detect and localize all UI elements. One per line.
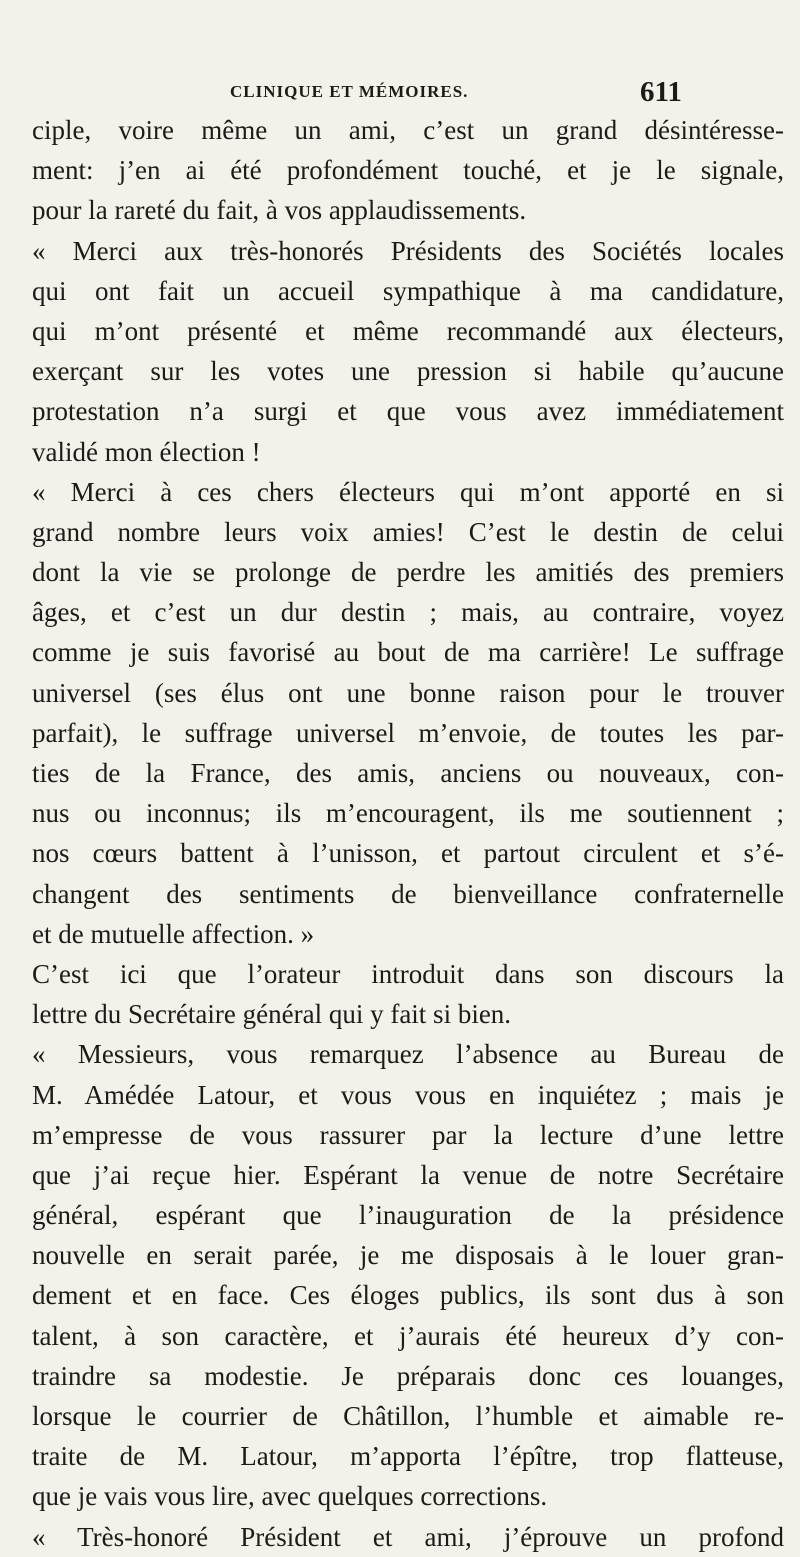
text-line: nus ou inconnus; ils m’encouragent, ils me soutiennent ;	[32, 798, 784, 829]
text-line: général, espérant que l’inauguration de la présidence	[32, 1200, 784, 1231]
text-line: nos cœurs battent à l’unisson, et partout circulent et s’é-	[32, 838, 784, 869]
running-title: CLINIQUE ET MÉMOIRES.	[230, 82, 469, 101]
text-line: validé mon élection !	[32, 436, 261, 467]
text-line: ciple, voire même un ami, c’est un grand désintéresse-	[32, 115, 784, 145]
page-number: 611	[640, 76, 682, 108]
text-line: traindre sa modestie. Je préparais donc ces louanges,	[32, 1360, 784, 1391]
text-line: « Très-honoré Président et ami, j’éprouve un profond	[32, 1521, 784, 1552]
text-line: lorsque le courrier de Châtillon, l’humble et aimable re-	[32, 1401, 784, 1431]
text-line: C’est ici que l’orateur introduit dans son discours la	[32, 958, 784, 989]
text-line: qui m’ont présenté et même recommandé aux électeurs,	[32, 315, 784, 346]
text-line: universel (ses élus ont une bonne raison pour le trouver	[32, 677, 784, 708]
running-header	[0, 78, 800, 106]
text-line: exerçant sur les votes une pression si habile qu’aucune	[32, 356, 784, 387]
text-line: que j’ai reçue hier. Espérant la venue de notre Secrétaire	[32, 1159, 784, 1190]
text-line: que je vais vous lire, avec quelques corrections.	[32, 1481, 548, 1512]
text-line: et de mutuelle affection. »	[32, 918, 315, 949]
text-line: protestation n’a surgi et que vous avez immédiatement	[32, 396, 784, 427]
body-text	[32, 110, 784, 1557]
text-line: M. Amédée Latour, et vous vous en inquiétez ; mais je	[32, 1079, 784, 1110]
text-line: m’empresse de vous rassurer par la lecture d’une lettre	[32, 1119, 784, 1150]
text-line: dont la vie se prolonge de perdre les amitiés des premiers	[32, 557, 784, 588]
text-line: grand nombre leurs voix amies! C’est le destin de celui	[32, 516, 784, 547]
text-line: changent des sentiments de bienveillance confraternelle	[32, 878, 784, 909]
text-line: talent, à son caractère, et j’aurais été heureux d’y con-	[32, 1320, 784, 1351]
text-line: « Merci aux très-honorés Présidents des Sociétés locales	[32, 235, 784, 266]
text-line: dement et en face. Ces éloges publics, ils sont dus à son	[32, 1280, 784, 1311]
text-line: « Merci à ces chers électeurs qui m’ont apporté en si	[32, 476, 784, 507]
text-line: ties de la France, des amis, anciens ou nouveaux, con-	[32, 758, 784, 788]
text-line: traite de M. Latour, m’apporta l’épître, trop flatteuse,	[32, 1441, 784, 1472]
text-line: parfait), le suffrage universel m’envoie, de toutes les par-	[32, 717, 784, 748]
text-line: lettre du Secrétaire général qui y fait si bien.	[32, 999, 512, 1030]
text-line: âges, et c’est un dur destin ; mais, au contraire, voyez	[32, 597, 784, 628]
text-line: pour la rareté du fait, à vos applaudissements.	[32, 195, 527, 226]
text-line: ment: j’en ai été profondément touché, et je le signale,	[32, 155, 784, 186]
text-line: « Messieurs, vous remarquez l’absence au Bureau de	[32, 1039, 784, 1070]
text-line: nouvelle en serait parée, je me disposais à le louer gran-	[32, 1240, 784, 1271]
text-line: comme je suis favorisé au bout de ma carrière! Le suffrage	[32, 637, 784, 668]
text-line: qui ont fait un accueil sympathique à ma candidature,	[32, 275, 784, 306]
